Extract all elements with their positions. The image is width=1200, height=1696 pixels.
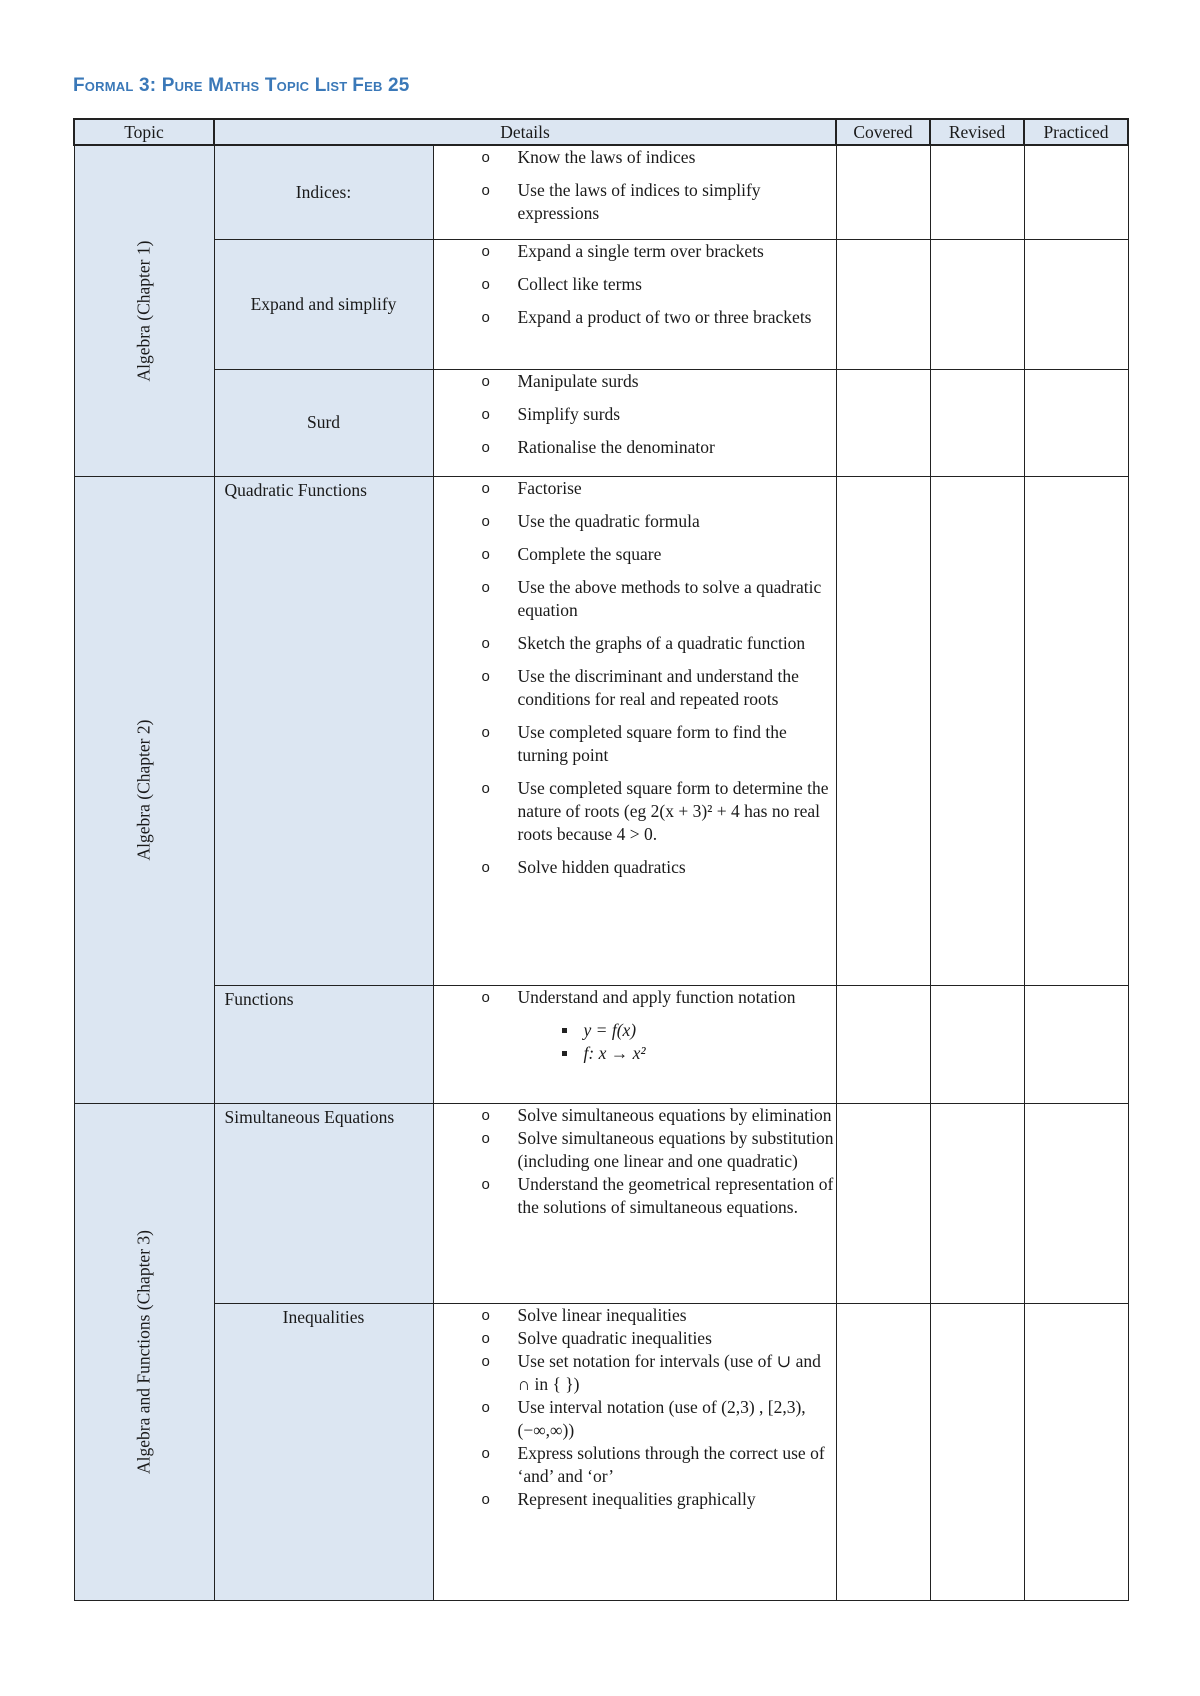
table-row <box>74 369 1128 476</box>
table-row <box>74 476 1128 985</box>
details-cell <box>433 369 836 476</box>
list-item: o Express solutions through the correct use of ‘and’ and ‘or’ <box>481 1442 825 1486</box>
details-cell <box>433 145 836 239</box>
revised-checkbox-cell[interactable] <box>930 369 1024 476</box>
list-item: o Factorise <box>481 477 582 498</box>
details-cell <box>433 239 836 369</box>
list-item: o Manipulate surds <box>481 370 639 391</box>
subtopic-cell: Functions <box>214 985 433 1103</box>
subtopic-cell: Expand and simplify <box>214 239 433 369</box>
list-item: o Use the discriminant and understand the conditions for real and repeated roots <box>481 665 799 709</box>
list-item: o Understand and apply function notation <box>481 986 796 1007</box>
subtopic-cell: Simultaneous Equations <box>214 1103 433 1303</box>
list-item: o Solve simultaneous equations by elimination <box>481 1104 832 1125</box>
covered-checkbox-cell[interactable] <box>836 1303 930 1600</box>
topic-cell <box>74 1103 214 1600</box>
table-row <box>74 145 1128 239</box>
list-item: o Use the above methods to solve a quadratic equation <box>481 576 822 620</box>
list-item: o Use completed square form to find the turning point <box>481 721 787 765</box>
topic-label: Algebra and Functions (Chapter 3) <box>133 1229 154 1474</box>
topic-label: Algebra (Chapter 2) <box>133 719 154 860</box>
details-cell <box>433 1303 836 1600</box>
practiced-checkbox-cell[interactable] <box>1024 1303 1128 1600</box>
list-item: o Solve hidden quadratics <box>481 856 686 877</box>
title-suffix: Feb 25 <box>352 75 410 96</box>
revised-checkbox-cell[interactable] <box>930 145 1024 239</box>
list-item: o Use interval notation (use of (2,3) , [2,3), (−∞,∞)) <box>481 1396 806 1440</box>
list-item: o Use completed square form to determine the nature of roots (eg 2(x + 3)² + 4 has no real roots because 4 > 0. <box>481 777 829 844</box>
list-item: o Use the quadratic formula <box>481 510 700 531</box>
list-item: o Use the laws of indices to simplify expressions <box>481 180 761 223</box>
subtopic-cell: Surd <box>214 369 433 476</box>
topic-cell <box>74 476 214 1103</box>
covered-checkbox-cell[interactable] <box>836 145 930 239</box>
list-item: o Expand a product of two or three brackets <box>481 306 812 327</box>
covered-checkbox-cell[interactable] <box>836 985 930 1103</box>
revised-checkbox-cell[interactable] <box>930 239 1024 369</box>
subtopic-cell: Indices: <box>214 145 433 239</box>
practiced-checkbox-cell[interactable] <box>1024 985 1128 1103</box>
details-cell <box>433 1103 836 1303</box>
practiced-checkbox-cell[interactable] <box>1024 239 1128 369</box>
practiced-checkbox-cell[interactable] <box>1024 1103 1128 1303</box>
list-item: o Expand a single term over brackets <box>481 240 764 261</box>
list-item: o Represent inequalities graphically <box>481 1488 756 1509</box>
list-item: o Solve linear inequalities <box>481 1304 687 1325</box>
list-item: o Know the laws of indices <box>481 147 696 167</box>
table-row <box>74 1303 1128 1600</box>
table-row <box>74 239 1128 369</box>
revised-checkbox-cell[interactable] <box>930 1303 1024 1600</box>
practiced-checkbox-cell[interactable] <box>1024 369 1128 476</box>
covered-checkbox-cell[interactable] <box>836 1103 930 1303</box>
list-item: o Use set notation for intervals (use of ∪ and ∩ in { }) <box>481 1350 821 1394</box>
list-item: o Solve quadratic inequalities <box>481 1327 712 1348</box>
details-cell <box>433 985 836 1103</box>
topic-label: Algebra (Chapter 1) <box>133 240 154 382</box>
topic-table <box>73 118 1129 1601</box>
revised-checkbox-cell[interactable] <box>930 985 1024 1103</box>
header-topic: Topic <box>74 119 214 145</box>
header-row <box>74 119 1128 145</box>
covered-checkbox-cell[interactable] <box>836 369 930 476</box>
list-item: o Complete the square <box>481 543 662 564</box>
subtopic-cell: Quadratic Functions <box>214 476 433 985</box>
subtopic-cell: Inequalities <box>214 1303 433 1600</box>
header-covered: Covered <box>836 119 930 145</box>
header-practiced: Practiced <box>1024 119 1128 145</box>
list-item: o Collect like terms <box>481 273 642 294</box>
sub-list-item: y = f(x) <box>434 1019 836 1042</box>
topic-cell <box>74 145 214 476</box>
header-revised: Revised <box>930 119 1024 145</box>
table-row <box>74 985 1128 1103</box>
revised-checkbox-cell[interactable] <box>930 476 1024 985</box>
table-row <box>74 1103 1128 1303</box>
sub-list-item: f: x → x² <box>434 1042 836 1065</box>
details-cell <box>433 476 836 985</box>
list-item: o Solve simultaneous equations by substitution (including one linear and one quadratic) <box>481 1127 834 1171</box>
document-title <box>73 75 410 97</box>
header-details: Details <box>214 119 836 145</box>
list-item: o Simplify surds <box>481 403 621 424</box>
covered-checkbox-cell[interactable] <box>836 239 930 369</box>
practiced-checkbox-cell[interactable] <box>1024 476 1128 985</box>
list-item: o Rationalise the denominator <box>481 436 715 457</box>
list-item: o Sketch the graphs of a quadratic function <box>481 632 806 653</box>
revised-checkbox-cell[interactable] <box>930 1103 1024 1303</box>
practiced-checkbox-cell[interactable] <box>1024 145 1128 239</box>
covered-checkbox-cell[interactable] <box>836 476 930 985</box>
list-item: o Understand the geometrical representation of the solutions of simultaneous equations. <box>481 1173 834 1217</box>
title-prefix: Formal 3: Pure Maths Topic List <box>73 75 348 96</box>
